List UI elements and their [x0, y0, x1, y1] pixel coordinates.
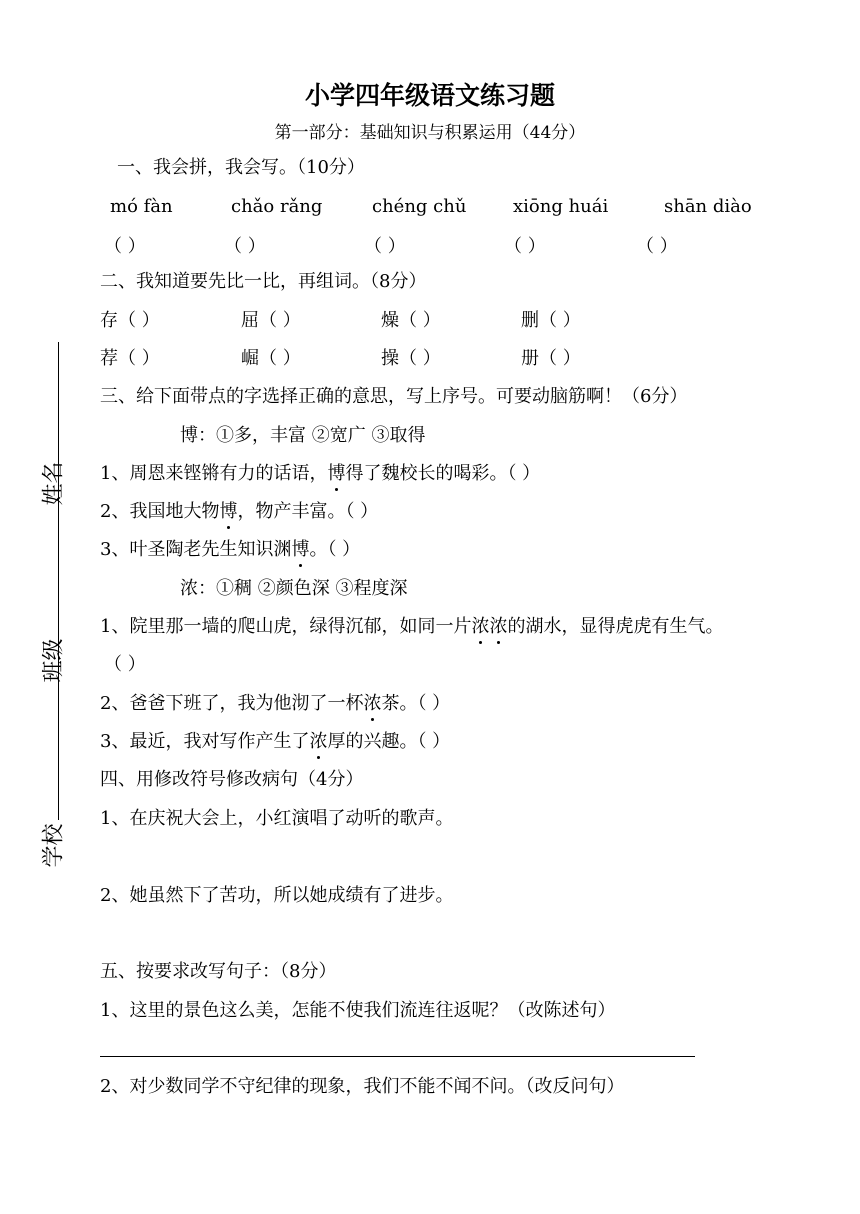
pinyin-5: shān diào — [664, 196, 752, 217]
q4-sentence-2: 2、她虽然下了苦功，所以她成绩有了进步。 — [100, 885, 454, 906]
answer-blank-5[interactable]: （ ） — [636, 236, 678, 257]
q3-heading: 三、给下面带点的字选择正确的意思，写上序号。可要动脑筋啊！（6分） — [100, 386, 688, 407]
pinyin-1: mó fàn — [110, 196, 173, 217]
bo-sentence-3: 3、叶圣陶老先生知识渊博。（ ） — [100, 539, 361, 560]
nong-sentence-1-blank[interactable]: （ ） — [104, 654, 146, 675]
name-label: 姓名 — [41, 461, 67, 506]
q5-sentence-1: 1、这里的景色这么美，怎能不使我们流连往返呢？（改陈述句） — [100, 1000, 616, 1021]
dotted-char: 博 — [327, 463, 346, 484]
pinyin-2: chǎo rǎng — [231, 196, 323, 217]
q2-word-6[interactable]: 崛（ ） — [241, 348, 301, 369]
q2-word-4[interactable]: 删（ ） — [521, 310, 581, 331]
bo-definitions: 博：①多，丰富 ②宽广 ③取得 — [180, 425, 426, 446]
nong-definitions: 浓：①稠 ②颜色深 ③程度深 — [180, 578, 408, 599]
q5-sentence-2: 2、对少数同学不守纪律的现象，我们不能不闻不问。（改反问句） — [100, 1076, 625, 1097]
page-title: 小学四年级语文练习题 — [304, 81, 555, 110]
q2-word-3[interactable]: 燥（ ） — [381, 310, 441, 331]
dotted-char: 浓 — [471, 616, 490, 637]
school-label: 学校 — [41, 823, 67, 868]
nong-sentence-1: 1、院里那一墙的爬山虎，绿得沉郁，如同一片浓浓的湖水，显得虎虎有生气。 — [100, 616, 724, 637]
section-subtitle: 第一部分：基础知识与积累运用（44分） — [274, 123, 586, 143]
dotted-char: 博 — [219, 501, 238, 522]
pinyin-4: xiōng huái — [513, 196, 609, 217]
dotted-char: 浓 — [489, 616, 508, 637]
q1-heading: 一、我会拼，我会写。（10分） — [117, 157, 365, 178]
q2-word-5[interactable]: 荐（ ） — [100, 348, 160, 369]
q2-word-7[interactable]: 操（ ） — [381, 348, 441, 369]
q4-sentence-1: 1、在庆祝大会上，小红演唱了动听的歌声。 — [100, 808, 454, 829]
pinyin-3: chéng chǔ — [372, 196, 467, 217]
dotted-char: 浓 — [309, 731, 328, 752]
school-field-line — [58, 690, 59, 820]
bo-sentence-1: 1、周恩来铿锵有力的话语，博得了魏校长的喝彩。（ ） — [100, 463, 541, 484]
q2-word-2[interactable]: 屈（ ） — [241, 310, 301, 331]
nong-sentence-3: 3、最近，我对写作产生了浓厚的兴趣。（ ） — [100, 731, 451, 752]
dotted-char: 浓 — [363, 693, 382, 714]
q2-word-1[interactable]: 存（ ） — [100, 310, 160, 331]
answer-blank-1[interactable]: （ ） — [104, 236, 146, 257]
q4-heading: 四、用修改符号修改病句（4分） — [100, 769, 364, 790]
bo-sentence-2: 2、我国地大物博，物产丰富。（ ） — [100, 501, 379, 522]
answer-line[interactable] — [100, 1056, 695, 1057]
class-label: 班级 — [41, 638, 67, 683]
nong-sentence-2: 2、爸爸下班了，我为他沏了一杯浓茶。（ ） — [100, 693, 451, 714]
answer-blank-4[interactable]: （ ） — [504, 236, 546, 257]
q2-heading: 二、我知道要先比一比，再组词。（8分） — [100, 271, 427, 292]
q5-heading: 五、按要求改写句子：（8分） — [100, 961, 337, 982]
answer-blank-2[interactable]: （ ） — [224, 236, 266, 257]
dotted-char: 博 — [291, 539, 310, 560]
q2-word-8[interactable]: 册（ ） — [521, 348, 581, 369]
answer-blank-3[interactable]: （ ） — [364, 236, 406, 257]
